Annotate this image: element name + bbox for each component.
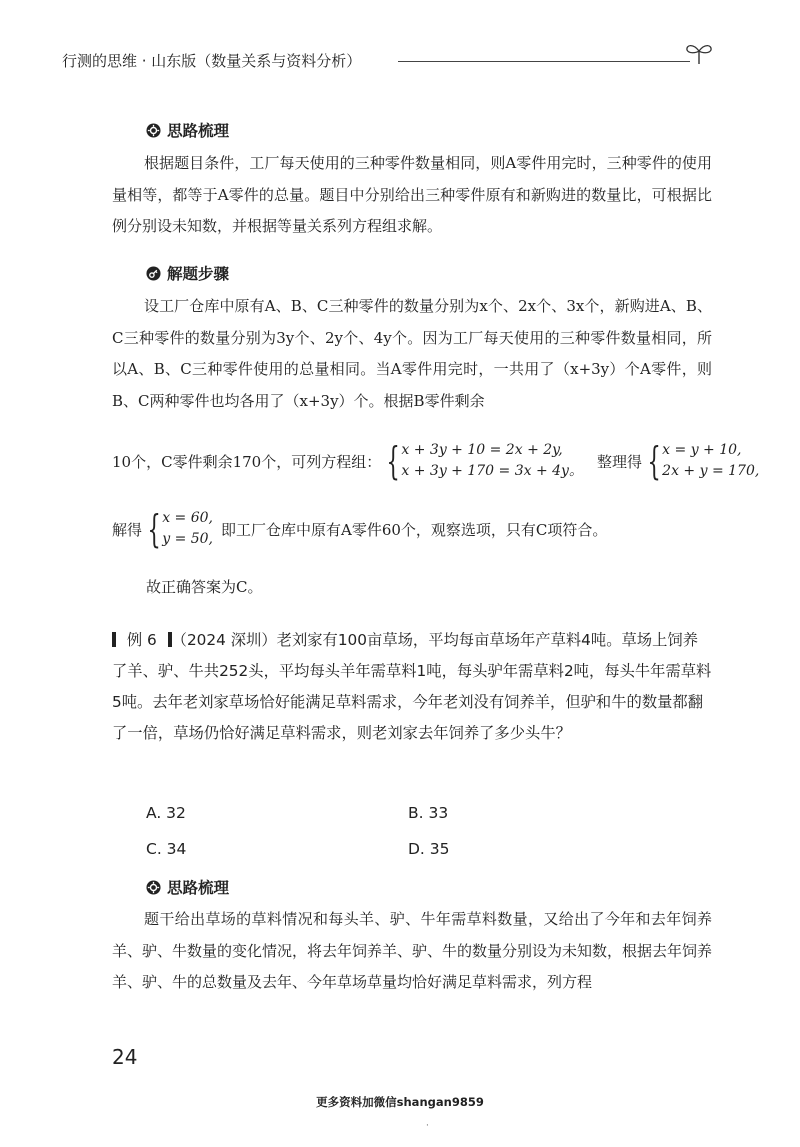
analysis-text: 根据题目条件，工厂每天使用的三种零件数量相同，则A零件用完时，三种零件的使用量相等，都等于A零件的总量。题目中分别给出三种零件原有和新购进的数量比，可根据比例分别设未知数，并根据等量关系列方程组求解。 (112, 154, 712, 235)
solution-row (112, 508, 712, 550)
equation-line: y = 50, (162, 531, 214, 547)
equation-line: x = 60, (162, 510, 213, 526)
gear-icon (146, 123, 161, 138)
section-heading-text: 解题步骤 (167, 265, 230, 283)
header-title: 行测的思维 · 山东版（数量关系与资料分析） (62, 52, 362, 70)
equation-row (112, 439, 760, 483)
analysis-paragraph-2 (112, 904, 712, 999)
equation-line: x + 3y + 170 = 3x + 4y。 (401, 463, 583, 479)
equation-line: x = y + 10, (662, 442, 742, 458)
equation-prefix: 10个，C零件剩余170个，可列方程组： (112, 452, 382, 471)
equation-middle: 整理得 (596, 452, 642, 471)
equation-system-2: { x = y + 10, 2x + y = 170, (647, 439, 760, 483)
example-question: 老刘家有100亩草场，平均每亩草场年产草料4吨。草场上饲养了羊、驴、牛共252头，平均每头羊年需草料1吨，每头驴年需草料2吨，每头牛年需草料5吨。去年老刘家草场恰好能满足草料需求，今年老刘没有饲养羊，但驴和牛的数量都翻了一倍，草场仍恰好满足草料需求，则老刘家去年饲养了多少头牛？ (112, 631, 712, 742)
option-a[interactable]: A. 32 (146, 804, 186, 822)
solution-prefix: 解得 (112, 520, 143, 539)
analysis-paragraph (112, 148, 712, 243)
option-c[interactable]: C. 34 (146, 840, 187, 858)
section-heading-text: 思路梳理 (167, 122, 230, 140)
section-heading-text: 思路梳理 (167, 879, 230, 897)
equation-system-1: { x + 3y + 10 = 2x + 2y, x + 3y + 170 = 3x + 4y。 (386, 439, 583, 483)
equation-line: x + 3y + 10 = 2x + 2y, (401, 442, 563, 458)
key-icon (146, 266, 161, 281)
solution-paragraph (112, 291, 712, 417)
section-heading-analysis-2 (146, 876, 229, 898)
page-number: 24 (112, 1045, 138, 1069)
solution-suffix: 即工厂仓库中原有A零件60个，观察选项，只有C项符合。 (221, 520, 608, 539)
section-heading-analysis (146, 119, 229, 141)
gear-icon (146, 880, 161, 895)
footer-note: 更多资料加微信shangan9859 (316, 1095, 484, 1109)
solution-text: 设工厂仓库中原有A、B、C三种零件的数量分别为x个、2x个、3x个，新购进A、B、C三种零件的数量分别为3y个、2y个、4y个。因为工厂每天使用的三种零件数量相同，所以A、B、C三种零件使用的总量相同。当A零件用完时，一共用了（x+3y）个A零件，则B、C两种零件也均各用了（x+3y）个。根据B零件剩余 (112, 297, 712, 410)
answer-text: 故正确答案为C。 (146, 578, 263, 596)
equation-line: 2x + y = 170, (662, 463, 760, 479)
example-6 (112, 625, 712, 749)
header-rule (398, 61, 690, 62)
sprout-icon (684, 40, 714, 66)
footer-dot: · (426, 1121, 429, 1131)
section-heading-solution (146, 262, 229, 284)
solution-system: { x = 60, y = 50, (147, 507, 214, 551)
example-label: 例 6 (126, 631, 157, 649)
option-d[interactable]: D. 35 (408, 840, 450, 858)
example-source: （2024 深圳） (171, 631, 277, 649)
example-marker-left (112, 632, 116, 647)
option-b[interactable]: B. 33 (408, 804, 449, 822)
analysis-text-2: 题干给出草场的草料情况和每头羊、驴、牛年需草料数量，又给出了今年和去年饲养羊、驴、牛数量的变化情况，将去年饲养羊、驴、牛的数量分别设为未知数，根据去年饲养羊、驴、牛的总数量及去年、今年草场草量均恰好满足草料需求，列方程 (112, 910, 713, 991)
